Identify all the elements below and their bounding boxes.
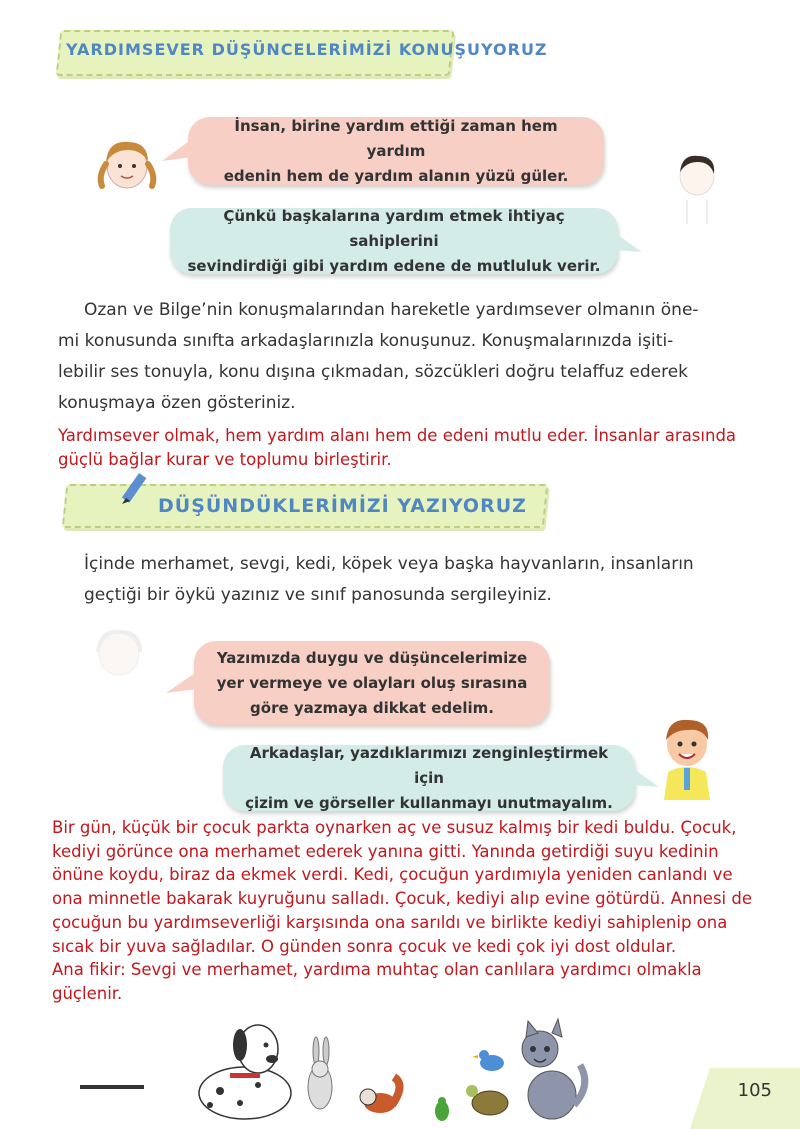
rabbit-icon: [308, 1037, 332, 1109]
speech-bubble-girl-writing: [194, 641, 550, 725]
bubble-line: yer vermeye ve olayları oluş sırasına: [216, 673, 528, 692]
cat-icon: [522, 1019, 585, 1119]
text-line: güçlenir.: [52, 983, 123, 1003]
girl-character-faded-icon: [84, 622, 154, 682]
animals-illustration: [80, 1015, 640, 1127]
text-line: konuşmaya özen gösteriniz.: [58, 393, 296, 413]
text-line: Bir gün, küçük bir çocuk parkta oynarken aç ve susuz kalmış bir kedi buldu. Çocuk,: [52, 818, 737, 837]
bubble-line: Çünkü başkalarına yardım etmek ihtiyaç sahiplerini: [223, 206, 565, 250]
text-line: çocuğun bu yardımseverliği karşısında ona sarıldı ve birlikte kediyi sahiplenip ona: [52, 912, 728, 932]
instruction-paragraph-writing: [58, 549, 768, 611]
boy-character-icon: [672, 150, 722, 230]
text-line: güçlü bağlar kurar ve toplumu birleştirir.: [58, 450, 392, 469]
answer-text-speaking: [58, 424, 788, 472]
bubble-line: İnsan, birine yardım ettiği zaman hem yardım: [234, 116, 558, 160]
bubble-line: göre yazmaya dikkat edelim.: [250, 698, 494, 717]
bubble-line: Arkadaşlar, yazdıklarımızı zenginleştirmek için: [249, 743, 609, 787]
bubble-line: Yazımızda duygu ve düşüncelerimize: [216, 648, 528, 667]
bubble-tail: [631, 767, 659, 791]
bubble-line: edenin hem de yardım alanın yüzü güler.: [223, 166, 569, 185]
bubble-line: çizim ve görseller kullanmayı unutmayalım.: [245, 793, 613, 812]
instruction-paragraph-speaking: [58, 295, 768, 419]
turtle-icon: [466, 1085, 508, 1115]
boy-character-icon-color: [656, 712, 718, 800]
pencil-icon: [112, 470, 152, 510]
parrot-icon: [435, 1097, 449, 1121]
squirrel-icon: [360, 1077, 400, 1113]
dog-icon: [199, 1025, 291, 1119]
text-line: lebilir ses tonuyla, konu dışına çıkmadan, sözcükleri doğru telaffuz ederek: [58, 362, 689, 382]
text-line: kediyi görünce ona merhamet ederek yanına gitti. Yanında getirdiği suyu kedinin: [52, 841, 719, 861]
text-line: Ozan ve Bilge’nin konuşmalarından hareketle yardımsever olmanın öne-: [84, 300, 699, 320]
bird-icon: [472, 1050, 504, 1071]
text-line: ona minnetle bakarak kuyruğunu salladı. Çocuk, kediyi alıp evine götürdü. Annesi de: [52, 889, 753, 909]
girl-character-icon: [92, 132, 162, 198]
speech-bubble-boy-writing: [223, 745, 635, 811]
speech-bubble-girl: [188, 117, 604, 185]
bubble-line: sevindirdiği gibi yardım edene de mutluluk verir.: [187, 256, 601, 275]
section-title-speaking: YARDIMSEVER DÜŞÜNCELERİMİZİ KONUŞUYORUZ: [66, 40, 548, 59]
answer-story-text: [52, 816, 792, 1006]
section-title-writing: DÜŞÜNDÜKLERİMİZİ YAZIYORUZ: [158, 495, 527, 517]
text-line: İçinde merhamet, sevgi, kedi, köpek veya başka hayvanların, insanların: [84, 554, 694, 574]
bubble-tail: [166, 671, 198, 697]
bubble-tail: [162, 139, 192, 165]
bubble-tail: [614, 232, 642, 256]
speech-bubble-boy: [170, 208, 618, 274]
text-line: geçtiği bir öykü yazınız ve sınıf panosunda sergileyiniz.: [84, 585, 552, 605]
page-number: 105: [737, 1080, 772, 1101]
text-line: sıcak bir yuva sağladılar. O günden sonra çocuk ve kedi çok iyi dost oldular.: [52, 936, 677, 956]
text-line: Ana fikir: Sevgi ve merhamet, yardıma muhtaç olan canlılara yardımcı olmakla: [52, 960, 702, 980]
ground-line: [80, 1085, 144, 1089]
text-line: önüne koydu, biraz da ekmek verdi. Kedi, çocuğun yardımıyla yeniden canlandı ve: [52, 865, 733, 885]
text-line: mi konusunda sınıfta arkadaşlarınızla konuşunuz. Konuşmalarınızda işiti-: [58, 331, 674, 351]
text-line: Yardımsever olmak, hem yardım alanı hem de edeni mutlu eder. İnsanlar arasında: [58, 426, 737, 445]
